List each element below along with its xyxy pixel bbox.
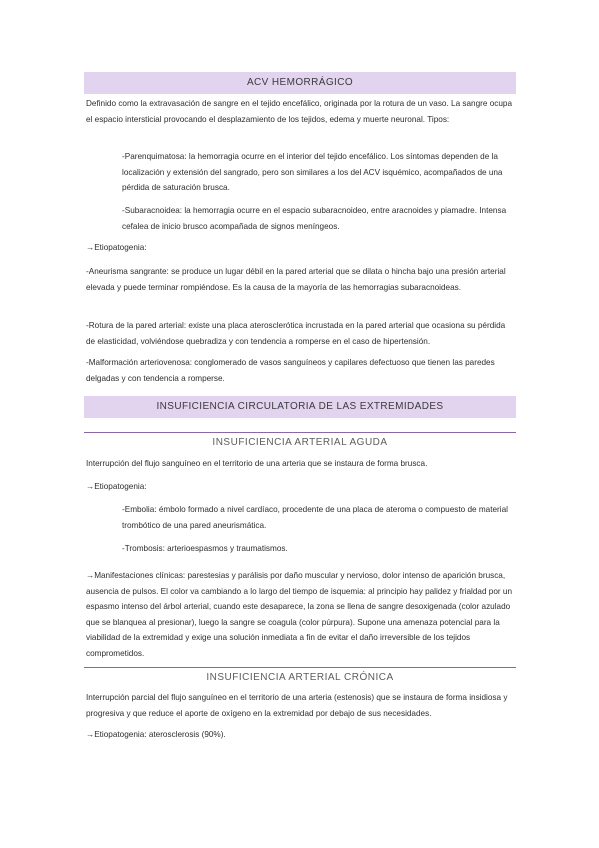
acv-type-parenquimatosa: -Parenquimatosa: la hemorragia ocurre en el interior del tejido encefálico. Los síntomas dependen de la localización y extensión del sangrado, pero son similares a los del ACV isquémico, acompañados de una pérdida de saturación brusca. <box>122 152 503 192</box>
aguda-definition: Interrupción del flujo sanguíneo en el territorio de una arteria que se instaura de forma brusca. <box>86 459 428 468</box>
acv-definition: Definido como la extravasación de sangre en el tejido encefálico, originada por la rotura de un vaso. La sangre ocupa el espacio intersticial provocando el desplazamiento de los tejidos, edema y muerte neuronal. Tipos: <box>86 99 513 124</box>
divider-cronica <box>84 667 516 668</box>
aguda-etio-embolia: -Embolia: émbolo formado a nivel cardíaco, procedente de una placa de ateroma o compuesto de material trombótico de una pared aneurismática. <box>122 505 508 530</box>
acv-etio-rotura: -Rotura de la pared arterial: existe una placa aterosclerótica incrustada en la pared arterial que ocasiona su pérdida de elasticidad, volviéndose quebradiza y con tendencia a romperse en el caso de hipertensión. <box>86 321 506 346</box>
section-title-acv: ACV HEMORRÁGICO <box>84 72 516 94</box>
aguda-etiopatogenia-label: →Etiopatogenia: <box>86 482 147 491</box>
acv-etio-malformacion: -Malformación arteriovenosa: conglomerado de vasos sanguíneos y capilares defectuoso que tienen las paredes delgadas y con tendencia a romperse. <box>86 358 495 383</box>
subsection-title-aguda: INSUFICIENCIA ARTERIAL AGUDA <box>212 437 388 448</box>
subsection-title-cronica: INSUFICIENCIA ARTERIAL CRÓNICA <box>206 672 394 683</box>
cronica-etiopatogenia: →Etiopatogenia: aterosclerosis (90%). <box>86 730 226 739</box>
cronica-definition: Interrupción parcial del flujo sanguíneo en el territorio de una arteria (estenosis) que se instaura de forma insidiosa y progresiva y que reduce el aporte de oxígeno en la extremidad por debajo de sus necesidades. <box>86 693 508 718</box>
acv-etio-aneurisma: -Aneurisma sangrante: se produce un lugar débil en la pared arterial que se dilata o hincha bajo una presión arterial elevada y puede terminar rompiéndose. Es la causa de la mayoría de las hemorragias subaracnoideas. <box>86 267 506 292</box>
aguda-etio-trombosis: -Trombosis: arterioespasmos y traumatismos. <box>122 544 288 553</box>
section-title-insuficiencia: INSUFICIENCIA CIRCULATORIA DE LAS EXTREMIDADES <box>84 396 516 418</box>
acv-etiopatogenia-label: →Etiopatogenia: <box>86 243 147 252</box>
acv-type-subaracnoidea: -Subaracnoidea: la hemorragia ocurre en el espacio subaracnoideo, entre aracnoides y piamadre. Intensa cefalea de inicio brusco acompañada de signos meníngeos. <box>122 206 507 231</box>
divider-aguda <box>84 432 516 433</box>
aguda-manifestaciones: →Manifestaciones clínicas: parestesias y parálisis por daño muscular y nervioso, dolor intenso de aparición brusca, ausencia de pulsos. El color va cambiando a lo largo del tiempo de isquemia: al principio hay palidez y frialdad por un espasmo intenso del árbol arterial, cuando este desaparece, la zona se llena de sangre desoxigenada (color azulado que se blanquea al presionar), luego la sangre se coagula (color púrpura). Supone una amenaza potencial para la viabilidad de la extremidad y exige una solución inmediata a fin de evitar el daño irreversible de los tejidos comprometidos. <box>86 571 512 658</box>
